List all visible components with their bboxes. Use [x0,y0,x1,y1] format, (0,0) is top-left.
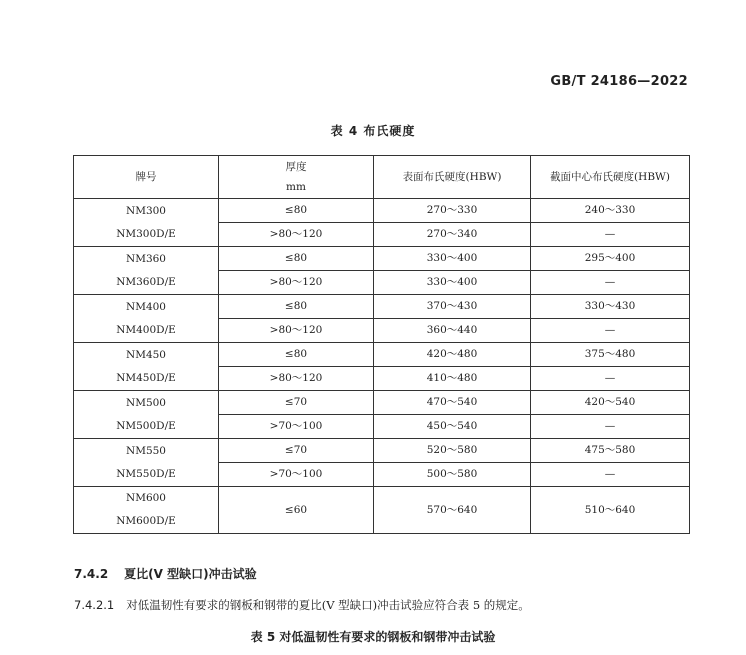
grade-name: NM360 [126,252,166,265]
surface-hardness-cell: 520～580 [374,439,531,463]
grade-name: NM600 [126,492,166,504]
section-number: 7.4.2 [74,567,109,581]
grade-name-variant: NM300D/E [116,227,176,240]
grade-name: NM450 [126,348,166,361]
surface-hardness-cell: 450～540 [374,415,531,439]
hardness-table [73,155,690,534]
surface-hardness-cell: 500～580 [374,463,531,487]
center-hardness-cell: 420～540 [531,391,690,415]
grade-group [74,439,690,487]
center-hardness-cell: 240～330 [531,199,690,223]
col-header-thickness [219,156,374,199]
thickness-cell: >70～100 [219,415,374,439]
table-row [74,487,690,534]
surface-hardness-cell: 330～400 [374,247,531,271]
center-hardness-cell: — [531,319,690,343]
grade-name-variant: NM600D/E [116,515,176,527]
section-heading [74,565,257,582]
table-4-title: 表 4 布氏硬度 [330,124,416,138]
center-hardness-cell: 375～480 [531,343,690,367]
grade-group [74,247,690,295]
surface-hardness-cell: 570～640 [374,487,531,534]
center-hardness-cell: — [531,367,690,391]
grade-name: NM400 [126,300,166,313]
table-row [74,199,690,223]
center-hardness-cell: 475～580 [531,439,690,463]
grade-name: NM300 [126,204,166,217]
thickness-cell: ≤80 [219,247,374,271]
thickness-cell: ≤70 [219,391,374,415]
grade-group [74,295,690,343]
thickness-cell: >80～120 [219,223,374,247]
center-hardness-cell: — [531,463,690,487]
grade-group [74,487,690,534]
grade-cell [74,391,219,439]
thickness-cell: ≤80 [219,295,374,319]
grade-name-variant: NM550D/E [116,467,176,480]
clause-number: 7.4.2.1 [74,598,115,612]
thickness-cell: ≤70 [219,439,374,463]
table-5-title: 表 5 对低温韧性有要求的钢板和钢带冲击试验 [250,630,496,644]
thickness-cell: >80～120 [219,271,374,295]
grade-cell [74,487,219,534]
table-header-row [74,156,690,199]
surface-hardness-cell: 370～430 [374,295,531,319]
table-row [74,391,690,415]
grade-cell [74,199,219,247]
surface-hardness-cell: 420～480 [374,343,531,367]
clause-paragraph [74,597,530,613]
center-hardness-cell: 510～640 [531,487,690,534]
grade-cell [74,247,219,295]
thickness-cell: ≤60 [219,487,374,534]
thickness-cell: >80～120 [219,319,374,343]
center-hardness-cell: — [531,223,690,247]
surface-hardness-cell: 410～480 [374,367,531,391]
grade-name-variant: NM360D/E [116,275,176,288]
surface-hardness-cell: 470～540 [374,391,531,415]
center-hardness-cell: 330～430 [531,295,690,319]
surface-hardness-cell: 360～440 [374,319,531,343]
grade-cell [74,439,219,487]
col-header-surface-hardness: 表面布氏硬度(HBW) [374,156,531,199]
standard-code: GB/T 24186—2022 [550,74,688,89]
grade-name: NM500 [126,396,166,409]
thickness-cell: ≤80 [219,343,374,367]
surface-hardness-cell: 270～340 [374,223,531,247]
grade-cell [74,295,219,343]
grade-name-variant: NM450D/E [116,371,176,384]
center-hardness-cell: — [531,271,690,295]
col-header-center-hardness: 截面中心布氏硬度(HBW) [531,156,690,199]
col-header-grade: 牌号 [74,156,219,199]
grade-name-variant: NM400D/E [116,323,176,336]
grade-group [74,343,690,391]
grade-group [74,391,690,439]
section-title: 夏比(V 型缺口)冲击试验 [124,567,257,581]
grade-cell [74,343,219,391]
surface-hardness-cell: 270～330 [374,199,531,223]
center-hardness-cell: — [531,415,690,439]
col-header-thickness-unit: mm [286,181,306,193]
thickness-cell: >70～100 [219,463,374,487]
grade-name: NM550 [126,444,166,457]
table-row [74,439,690,463]
clause-text: 对低温韧性有要求的钢板和钢带的夏比(V 型缺口)冲击试验应符合表 5 的规定。 [126,598,530,612]
grade-name-variant: NM500D/E [116,419,176,432]
table-row [74,247,690,271]
table-row [74,295,690,319]
center-hardness-cell: 295～400 [531,247,690,271]
grade-group [74,199,690,247]
table-row [74,343,690,367]
col-header-thickness-label: 厚度 [285,161,307,173]
surface-hardness-cell: 330～400 [374,271,531,295]
thickness-cell: ≤80 [219,199,374,223]
thickness-cell: >80～120 [219,367,374,391]
